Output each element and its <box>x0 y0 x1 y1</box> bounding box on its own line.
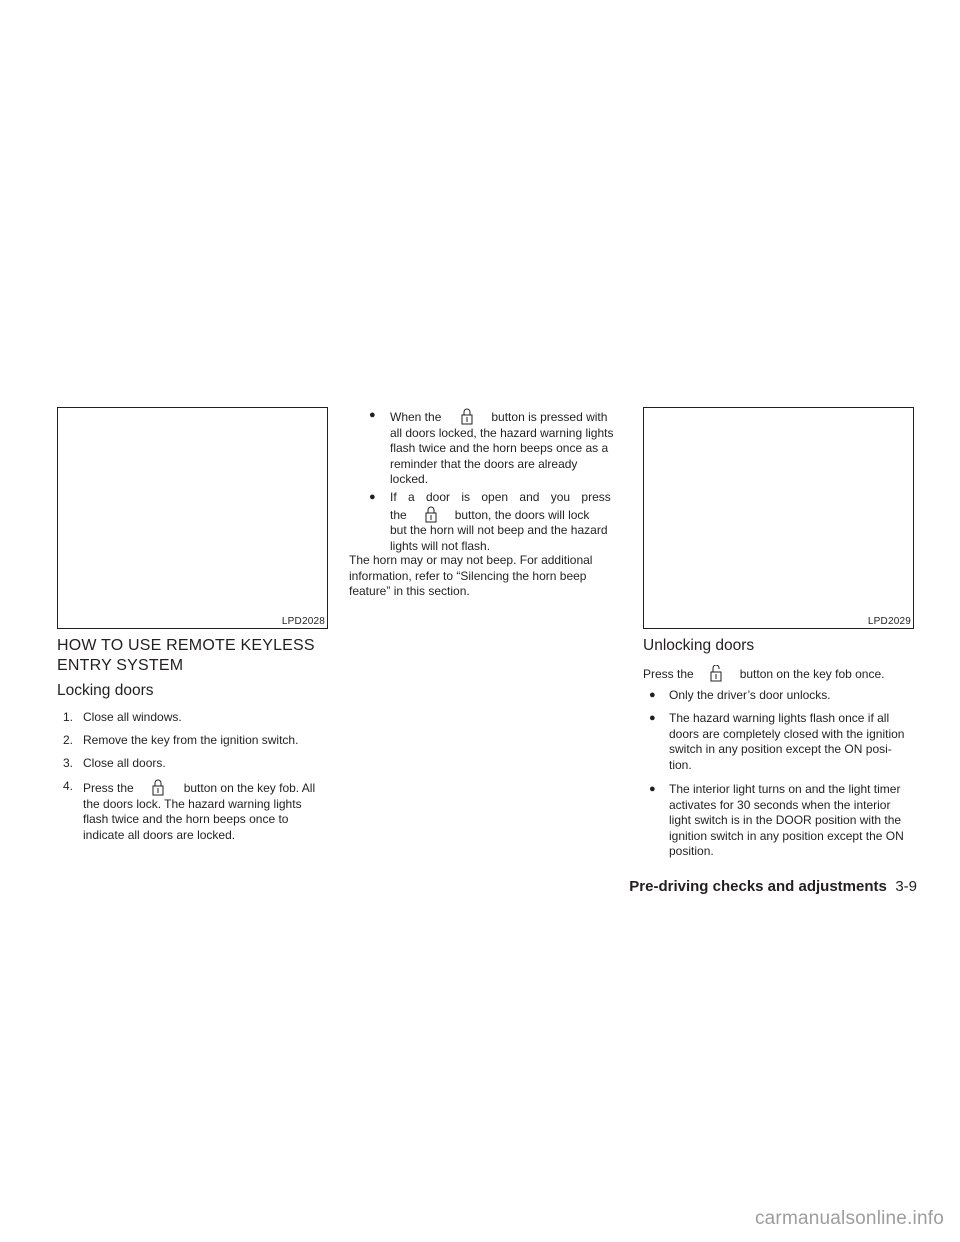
step-4: 4. Press the button on the key fob. All the doors lock. The hazard warning lights flash twice and the horn beeps once to indicate all doors are locked. <box>63 779 316 842</box>
watermark: carmanualsonline.info <box>754 1208 944 1229</box>
middle-bullet-1: ● When the button is pressed with all doors locked, the hazard warning lights flash twice and the horn beeps once as a reminder that the doors are already locked. <box>369 409 614 486</box>
unlock-bullet-1: ● Only the driver’s door unlocks. <box>649 688 831 702</box>
figure-lpd2029 <box>643 407 914 629</box>
unlock-bullet-3: ● The interior light turns on and the light timer activates for 30 seconds when the interior light switch is in the DOOR position with the ignition switch in any position except the ON position. <box>649 782 904 858</box>
middle-paragraph: The horn may or may not beep. For additional information, refer to “Silencing the horn beep feature” in this section. <box>349 553 593 598</box>
lock-button-icon <box>148 779 168 796</box>
unlock-intro: Press the button on the key fob once. <box>643 667 885 681</box>
locking-heading: Locking doors <box>57 682 154 699</box>
step-3: 3. Close all doors. <box>63 756 166 770</box>
figure-label: LPD2029 <box>867 616 911 627</box>
section-title: HOW TO USE REMOTE KEYLESS ENTRY SYSTEM <box>57 637 315 674</box>
step-1: 1. Close all windows. <box>63 710 182 724</box>
lock-button-icon <box>421 506 441 523</box>
figure-label: LPD2028 <box>281 616 325 627</box>
step-2: 2. Remove the key from the ignition switch. <box>63 733 299 747</box>
figure-lpd2028 <box>57 407 328 629</box>
unlocking-heading: Unlocking doors <box>643 637 755 654</box>
lock-button-icon <box>457 408 477 425</box>
middle-bullet-2: ● If a door is open and you press the button, the doors will lock but the horn will not beep and the hazard lights will not flash. <box>369 490 611 553</box>
footer-section-title: Pre-driving checks and adjustments <box>629 878 887 895</box>
page-footer <box>629 878 917 896</box>
page-number: 3-9 <box>895 878 917 895</box>
unlock-button-icon <box>706 665 726 682</box>
unlock-bullet-2: ● The hazard warning lights flash once if all doors are completely closed with the ignition switch in any position except the ON posi- tion. <box>649 711 905 772</box>
